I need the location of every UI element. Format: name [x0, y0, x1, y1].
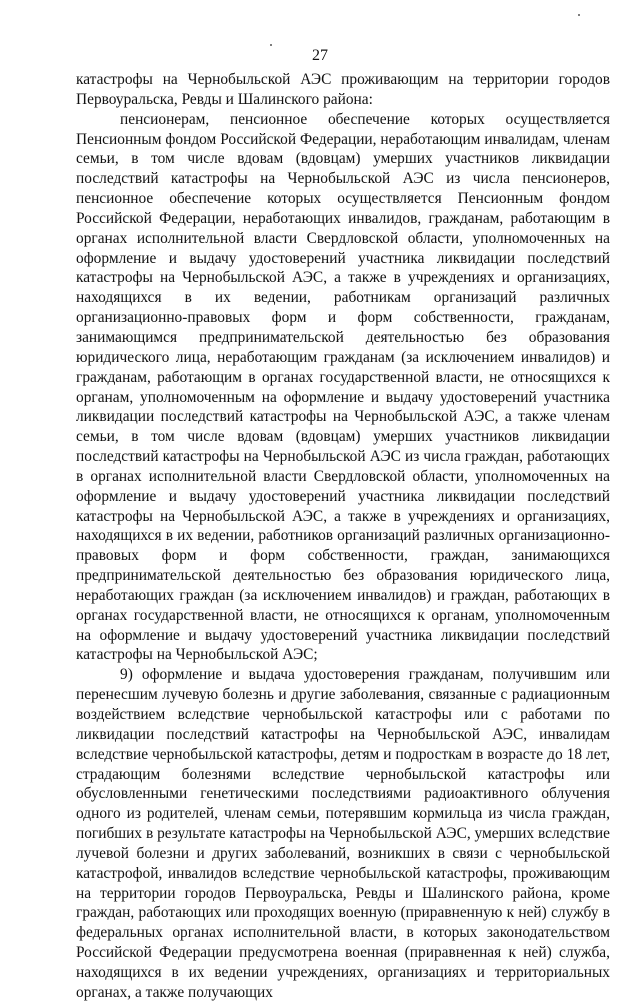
paragraph-pensioners: пенсионерам, пенсионное обеспечение которых осуществляется Пенсионным фондом Российской Федерации, неработающим инвалидам, членам семьи, в том числе вдовам (вдовцам) умерших участников ликвидации последствий катастрофы на Чернобыльской АЭС из числа пенсионеров, пенсионное обеспечение которых осуществляется Пенсионным фондом Российской Федерации, неработающих инвалидов, гражданам, работающим в органах исполнительной власти Свердловской области, уполномоченных на оформление и выдачу удостоверений участника ликвидации последствий катастрофы на Чернобыльской АЭС, а также в учреждениях и организациях, находящихся в их ведении, работникам организаций различных организационно-правовых форм и форм собственности, гражданам, занимающимся предпринимательской деятельностью без образования юридического лица, неработающим гражданам (за исключением инвалидов) и гражданам, работающим в органах государственной власти, не относящихся к органам, уполномоченным на оформление и выдачу удостоверений участника ликвидации последствий катастрофы на Чернобыльской АЭС, а также членам семьи, в том числе вдовам (вдовцам) умерших участников ликвидации последствий катастрофы на Чернобыльской АЭС из числа граждан, работающих в органах исполнительной власти Свердловской области, уполномоченных на оформление и выдачу удостоверений участника ликвидации последствий катастрофы на Чернобыльской АЭС, а также в учреждениях и организациях, находящихся в их ведении, работников организаций различных организационно-правовых форм и форм собственности, граждан, занимающихся предпринимательской деятельностью без образования юридического лица, неработающих граждан (за исключением инвалидов) и граждан, работающих в органах государственной власти, не относящихся к органам, уполномоченным на оформление и выдачу удостоверений участника ликвидации последствий катастрофы на Чернобыльской АЭС;	[76, 110, 610, 664]
document-body	[76, 70, 610, 1003]
scan-speck	[270, 44, 272, 46]
paragraph-continuation: катастрофы на Чернобыльской АЭС проживающим на территории городов Первоуральска, Ревды и Шалинского района:	[76, 71, 610, 108]
page-number: 27	[312, 47, 328, 64]
scan-speck	[578, 14, 580, 16]
paragraph-item-9: 9) оформление и выдача удостоверения гражданам, получившим или перенесшим лучевую болезнь и другие заболевания, связанные с радиационным воздействием вследствие чернобыльской катастрофы или с работами по ликвидации последствий катастрофы на Чернобыльской АЭС, инвалидам вследствие чернобыльской катастрофы, детям и подросткам в возрасте до 18 лет, страдающим болезнями вследствие чернобыльской катастрофы или обусловленными генетическими последствиями радиоактивного облучения одного из родителей, членам семьи, потерявшим кормильца из числа граждан, погибших в результате катастрофы на Чернобыльской АЭС, умерших вследствие лучевой болезни и других заболеваний, возникших в связи с чернобыльской катастрофой, инвалидов вследствие чернобыльской катастрофы, проживающим на территории городов Первоуральска, Ревды и Шалинского района, кроме граждан, работающих или проходящих военную (приравненную к ней) службу в федеральных органах исполнительной власти, в которых законодательством Российской Федерации предусмотрена военная (приравненная к ней) служба, находящихся в их ведении учреждениях, организациях и территориальных органах, а также получающих	[76, 666, 610, 1001]
